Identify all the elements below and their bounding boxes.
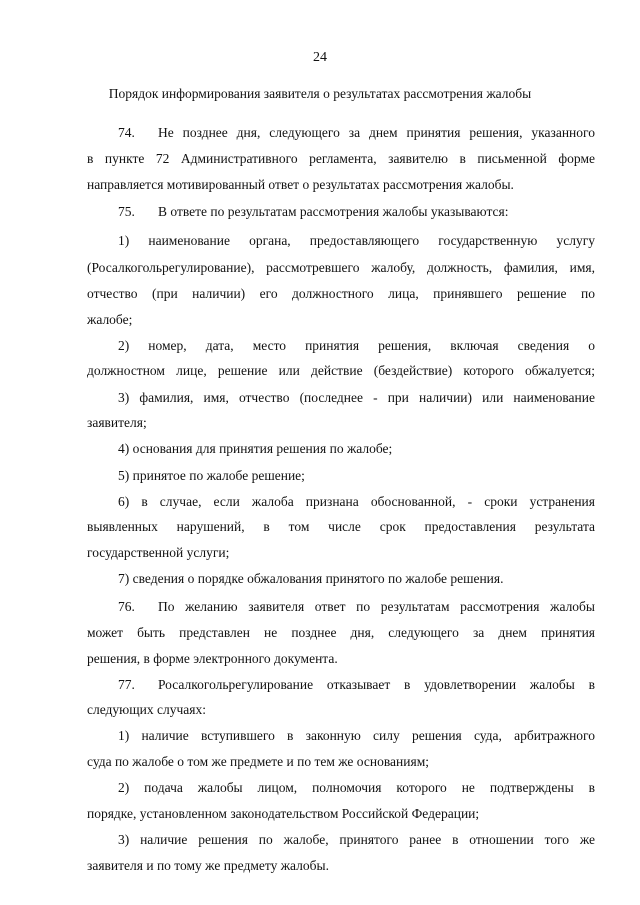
text-line: в пункте 72 Административного регламента, заявителю в письменной форме (87, 151, 595, 166)
text-line: Росалкогольрегулирование отказывает в удовлетворении жалобы в (158, 677, 595, 692)
text-line: заявителя; (87, 415, 147, 430)
text-line: решения, в форме электронного документа. (87, 651, 338, 666)
page-number: 24 (313, 50, 327, 65)
item-number-75: 75. (118, 204, 135, 219)
text-line: 3) наличие решения по жалобе, принятого ранее в отношении того же (118, 832, 595, 847)
text-line: государственной услуги; (87, 545, 230, 560)
text-line: 2) номер, дата, место принятия решения, включая сведения о (118, 338, 595, 353)
text-line: В ответе по результатам рассмотрения жалобы указываются: (158, 204, 509, 219)
text-line: жалобе; (87, 312, 133, 327)
text-line: 1) наименование органа, предоставляющего государственную услугу (118, 233, 595, 248)
text-line: отчество (при наличии) его должностного лица, принявшего решение по (87, 286, 595, 301)
text-line: может быть представлен не позднее дня, следующего за днем принятия (87, 625, 595, 640)
text-line: 4) основания для принятия решения по жалобе; (118, 441, 393, 456)
text-line: 1) наличие вступившего в законную силу решения суда, арбитражного (118, 728, 595, 743)
text-line: По желанию заявителя ответ по результатам рассмотрения жалобы (158, 599, 595, 614)
section-heading: Порядок информирования заявителя о результатах рассмотрения жалобы (108, 86, 532, 101)
text-line: 7) сведения о порядке обжалования принятого по жалобе решения. (118, 571, 504, 586)
text-line: 6) в случае, если жалоба признана обоснованной, - сроки устранения (118, 494, 595, 509)
text-line: 5) принятое по жалобе решение; (118, 468, 305, 483)
text-line: суда по жалобе о том же предмете и по тем же основаниям; (87, 754, 429, 769)
item-number-74: 74. (118, 125, 135, 140)
text-line: (Росалкогольрегулирование), рассмотревшего жалобу, должность, фамилия, имя, (87, 260, 595, 275)
item-number-77: 77. (118, 677, 135, 692)
text-line: должностном лице, решение или действие (бездействие) которого обжалуется; (87, 363, 595, 378)
text-line: 2) подача жалобы лицом, полномочия которого не подтверждены в (118, 780, 595, 795)
text-line: выявленных нарушений, в том числе срок предоставления результата (87, 519, 595, 534)
text-line: Не позднее дня, следующего за днем принятия решения, указанного (158, 125, 595, 140)
text-line: следующих случаях: (87, 702, 206, 717)
item-number-76: 76. (118, 599, 135, 614)
text-line: порядке, установленном законодательством Российской Федерации; (87, 806, 480, 821)
text-line: направляется мотивированный ответ о результатах рассмотрения жалобы. (87, 177, 514, 192)
text-line: заявителя и по тому же предмету жалобы. (87, 858, 329, 873)
text-line: 3) фамилия, имя, отчество (последнее - при наличии) или наименование (118, 390, 595, 405)
